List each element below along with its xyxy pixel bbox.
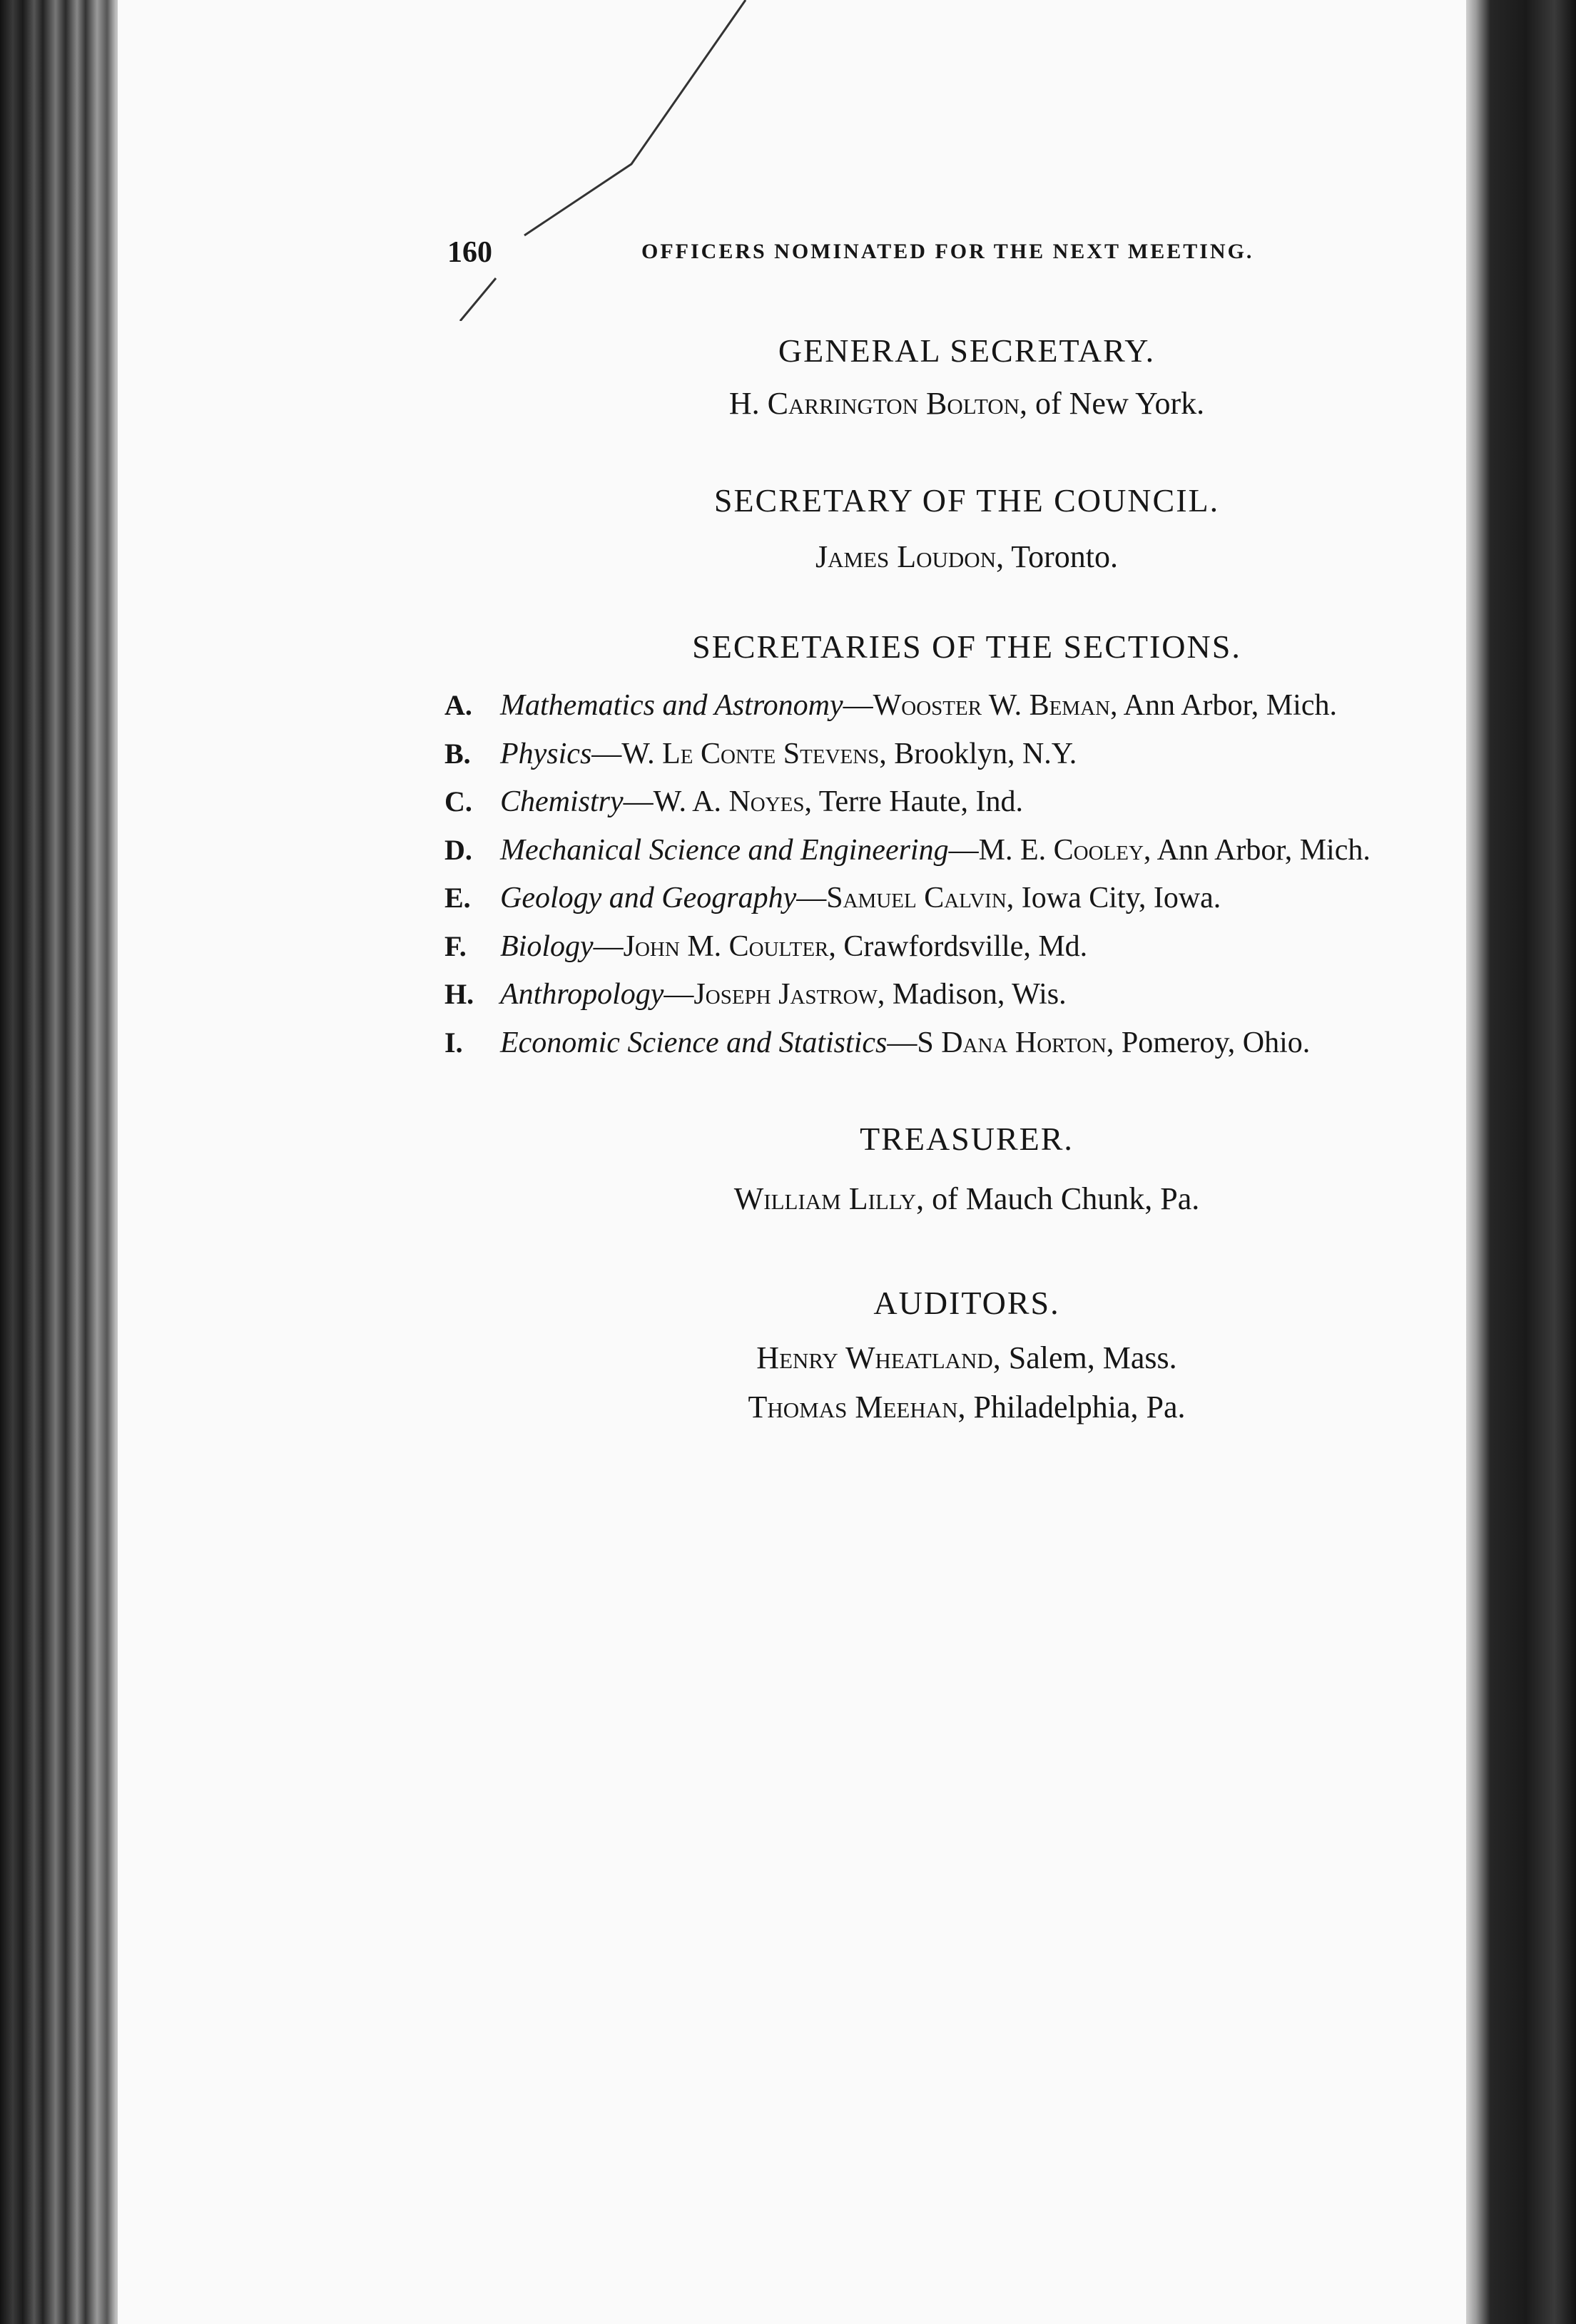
general-secretary-heading: GENERAL SECRETARY. bbox=[778, 332, 1156, 369]
treasurer-name: William Lilly bbox=[733, 1181, 917, 1216]
section-secretary-name: John M. Coulter bbox=[623, 929, 829, 963]
section-row bbox=[444, 785, 1500, 833]
section-letter: D. bbox=[444, 833, 472, 866]
auditors-heading: AUDITORS. bbox=[873, 1285, 1060, 1321]
section-letter: B. bbox=[444, 737, 471, 770]
section-row bbox=[444, 833, 1500, 882]
section-secretary-name: S Dana Horton bbox=[917, 1026, 1107, 1059]
section-secretary-place: , Iowa City, Iowa. bbox=[1006, 882, 1221, 914]
section-secretary-place: , Brooklyn, N.Y. bbox=[879, 737, 1077, 770]
section-secretary-name: M. E. Cooley bbox=[978, 833, 1144, 867]
section-secretary-name: Wooster W. Beman bbox=[873, 689, 1110, 722]
section-separator: — bbox=[843, 689, 873, 722]
treasurer-place: , of Mauch Chunk, Pa. bbox=[916, 1181, 1200, 1216]
council-secretary-heading: SECRETARY OF THE COUNCIL. bbox=[713, 482, 1220, 519]
book-gutter bbox=[0, 0, 121, 2324]
council-secretary-line bbox=[118, 539, 1576, 575]
section-separator: — bbox=[591, 737, 622, 770]
section-row bbox=[444, 977, 1500, 1026]
section-separator: — bbox=[623, 785, 654, 818]
section-field: Chemistry bbox=[500, 785, 624, 818]
page-header bbox=[447, 235, 1332, 271]
section-secretary-place: , Crawfordsville, Md. bbox=[828, 929, 1088, 963]
section-separator: — bbox=[796, 882, 827, 914]
section-row bbox=[444, 688, 1500, 737]
section-letter: C. bbox=[444, 785, 472, 817]
auditor-name: Thomas Meehan bbox=[748, 1390, 958, 1425]
section-separator: — bbox=[887, 1026, 917, 1059]
section-letter: E. bbox=[444, 882, 471, 914]
section-secretary-place: , Terre Haute, Ind. bbox=[804, 785, 1024, 818]
general-secretary-line bbox=[118, 385, 1576, 422]
section-row bbox=[444, 737, 1500, 785]
section-letter: F. bbox=[444, 929, 467, 962]
treasurer-heading: TREASURER. bbox=[860, 1121, 1074, 1157]
section-field: Mechanical Science and Engineering bbox=[500, 833, 949, 867]
auditor-place: , Philadelphia, Pa. bbox=[957, 1390, 1186, 1425]
general-secretary-name: H. Carrington Bolton bbox=[728, 386, 1020, 421]
section-secretary-place: , Madison, Wis. bbox=[877, 978, 1067, 1011]
sections-list bbox=[444, 688, 1500, 1074]
section-field: Anthropology bbox=[500, 978, 664, 1011]
sections-heading: SECRETARIES OF THE SECTIONS. bbox=[692, 628, 1241, 665]
section-secretary-name: Joseph Jastrow bbox=[693, 978, 878, 1011]
section-secretary-place: , Ann Arbor, Mich. bbox=[1109, 689, 1337, 722]
running-head: OFFICERS NOMINATED FOR THE NEXT MEETING. bbox=[641, 240, 1254, 263]
council-secretary-name: James Loudon bbox=[815, 539, 997, 574]
section-row bbox=[444, 929, 1500, 978]
section-separator: — bbox=[948, 833, 979, 867]
auditor-line bbox=[118, 1340, 1576, 1376]
section-row bbox=[444, 881, 1500, 929]
treasurer-line bbox=[118, 1181, 1576, 1217]
section-letter: I. bbox=[444, 1026, 463, 1059]
section-secretary-place: , Pomeroy, Ohio. bbox=[1106, 1026, 1311, 1059]
section-separator: — bbox=[664, 978, 694, 1011]
section-field: Mathematics and Astronomy bbox=[500, 689, 843, 722]
auditor-line bbox=[118, 1389, 1576, 1425]
section-secretary-name: W. Le Conte Stevens bbox=[621, 737, 880, 770]
section-field: Biology bbox=[500, 929, 594, 963]
page-number: 160 bbox=[447, 236, 492, 269]
book-page bbox=[118, 0, 1466, 2324]
section-letter: H. bbox=[444, 978, 474, 1010]
section-field: Physics bbox=[500, 737, 592, 770]
section-secretary-name: Samuel Calvin bbox=[826, 882, 1007, 914]
pencil-mark bbox=[453, 0, 753, 321]
general-secretary-place: , of New York. bbox=[1019, 386, 1205, 421]
section-field: Geology and Geography bbox=[500, 882, 797, 914]
section-separator: — bbox=[593, 929, 624, 963]
section-secretary-name: W. A. Noyes bbox=[653, 785, 805, 818]
section-letter: A. bbox=[444, 689, 472, 721]
council-secretary-place: , Toronto. bbox=[996, 539, 1118, 574]
auditor-name: Henry Wheatland bbox=[756, 1340, 993, 1375]
section-row bbox=[444, 1026, 1500, 1074]
section-secretary-place: , Ann Arbor, Mich. bbox=[1143, 833, 1371, 867]
auditor-place: , Salem, Mass. bbox=[992, 1340, 1177, 1375]
section-field: Economic Science and Statistics bbox=[500, 1026, 888, 1059]
